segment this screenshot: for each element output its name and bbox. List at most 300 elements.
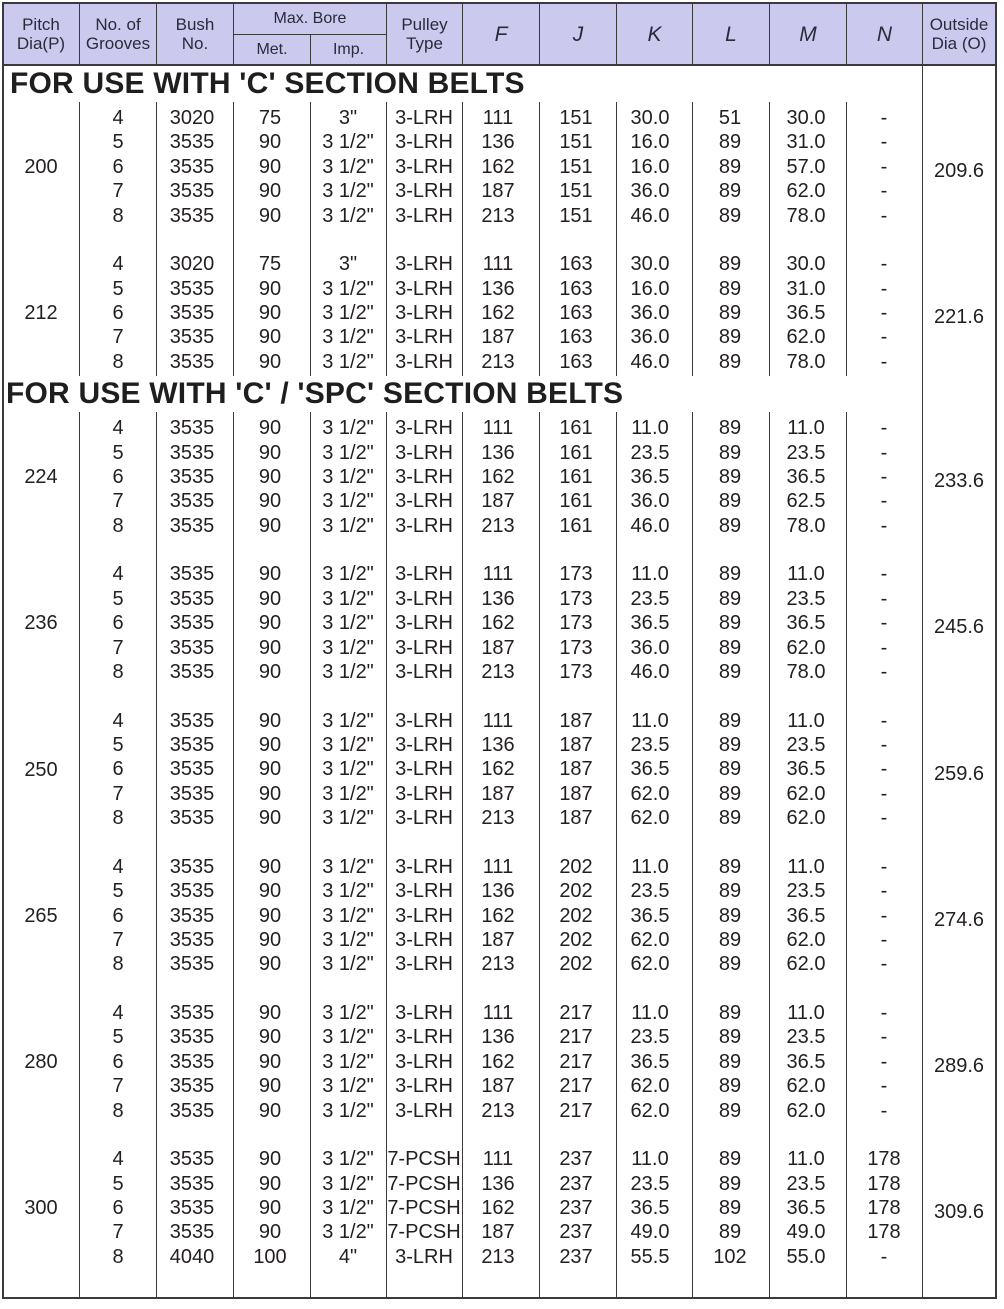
column-divider — [539, 102, 540, 376]
table-cell: 162 — [481, 466, 515, 488]
table-cell: 51 — [718, 107, 742, 129]
table-cell: 89 — [718, 612, 742, 635]
table-cell: - — [880, 326, 888, 349]
table-cell: 5 — [112, 880, 124, 903]
table-cell: 3-LRH — [395, 302, 453, 324]
table-cell: 78.0 — [786, 514, 826, 537]
table-cell: 23.5 — [630, 734, 670, 756]
table-cell: 4 — [112, 709, 124, 732]
table-cell: 237 — [559, 1197, 593, 1219]
pitch-dia-value: 250 — [24, 758, 58, 781]
table-cell: 49.0 — [630, 1221, 670, 1244]
table-cell: 3-LRH — [395, 514, 453, 537]
table-cell: 90 — [258, 204, 282, 227]
table-cell: 23.5 — [630, 880, 670, 903]
table-cell: 3020 — [169, 107, 215, 129]
table-cell: 78.0 — [786, 661, 826, 683]
table-cell: 3 1/2" — [322, 204, 374, 227]
table-cell: 163 — [559, 277, 593, 300]
table-cell: - — [880, 417, 888, 440]
table-cell: 202 — [559, 855, 593, 878]
table-cell: 213 — [481, 514, 515, 537]
table-cell: 3535 — [169, 1197, 215, 1219]
table-cell: 3535 — [169, 1172, 215, 1195]
table-cell: 89 — [718, 1172, 742, 1195]
table-cell: 163 — [559, 350, 593, 373]
table-cell: - — [880, 350, 888, 373]
table-cell: 187 — [559, 758, 593, 781]
table-cell: 62.0 — [786, 782, 826, 805]
table-cell: 4 — [112, 107, 124, 129]
table-cell: 3535 — [169, 855, 215, 878]
table-cell: - — [880, 709, 888, 732]
table-cell: 173 — [559, 636, 593, 659]
table-cell: 151 — [559, 180, 593, 203]
table-cell: 23.5 — [630, 1026, 670, 1049]
table-cell: 7 — [112, 326, 124, 349]
table-cell: 90 — [258, 587, 282, 610]
table-cell: 7 — [112, 929, 124, 951]
table-cell: 3535 — [169, 880, 215, 903]
column-divider — [310, 412, 311, 1297]
table-cell: - — [880, 1002, 888, 1024]
outside-dia-value: 221.6 — [933, 306, 985, 329]
table-cell: 3535 — [169, 587, 215, 610]
table-cell: 90 — [258, 1148, 282, 1171]
section-title: FOR USE WITH 'C' / 'SPC' SECTION BELTS — [6, 377, 624, 411]
table-cell: 162 — [481, 904, 515, 927]
table-cell: 36.5 — [786, 1197, 826, 1219]
table-cell: 11.0 — [787, 1148, 825, 1171]
column-divider — [386, 102, 387, 376]
table-cell: 237 — [559, 1245, 593, 1268]
table-cell: 3" — [338, 107, 358, 129]
table-cell: 36.5 — [630, 612, 670, 635]
table-cell: 90 — [258, 1026, 282, 1049]
table-cell: 163 — [559, 253, 593, 276]
table-cell: 90 — [258, 180, 282, 203]
table-cell: 4" — [338, 1245, 358, 1268]
table-cell: 89 — [718, 350, 742, 373]
table-cell: 90 — [258, 302, 282, 324]
pitch-dia-value: 265 — [24, 904, 58, 927]
table-cell: 36.0 — [630, 636, 670, 659]
table-cell: 7 — [112, 1221, 124, 1244]
table-cell: 89 — [718, 180, 742, 203]
table-cell: 3 1/2" — [322, 1075, 374, 1098]
table-cell: 6 — [112, 904, 124, 927]
table-cell: 151 — [559, 107, 593, 129]
table-cell: 3-LRH — [395, 466, 453, 488]
table-cell: 178 — [867, 1148, 901, 1171]
table-cell: 3535 — [169, 302, 215, 324]
pitch-dia-value: 224 — [24, 466, 58, 489]
column-divider — [233, 412, 234, 1297]
table-cell: 8 — [112, 1099, 124, 1122]
table-cell: 3-LRH — [395, 563, 453, 586]
table-cell: 90 — [258, 1050, 282, 1073]
table-cell: 163 — [559, 326, 593, 349]
table-cell: 3-LRH — [395, 636, 453, 659]
section-title: FOR USE WITH 'C' SECTION BELTS — [10, 67, 525, 100]
table-cell: 89 — [718, 563, 742, 586]
table-cell: 89 — [718, 1197, 742, 1219]
table-cell: 3535 — [169, 277, 215, 300]
table-cell: 3-LRH — [395, 1050, 453, 1073]
table-cell: 7 — [112, 490, 124, 513]
table-cell: 136 — [481, 734, 515, 756]
table-cell: 55.0 — [786, 1245, 826, 1268]
table-cell: 3535 — [169, 807, 215, 830]
table-cell: 3-LRH — [395, 855, 453, 878]
table-cell: 78.0 — [786, 350, 826, 373]
table-cell: 237 — [559, 1148, 593, 1171]
table-cell: 3 1/2" — [322, 1197, 374, 1219]
table-cell: 3-LRH — [395, 880, 453, 903]
table-cell: 8 — [112, 514, 124, 537]
table-cell: 90 — [258, 155, 282, 178]
table-cell: 3 1/2" — [322, 855, 374, 878]
table-cell: 16.0 — [630, 277, 670, 300]
header-grooves: No. of Grooves — [85, 15, 151, 53]
table-cell: - — [880, 155, 888, 178]
pitch-dia-value: 212 — [24, 302, 58, 325]
table-cell: 90 — [258, 326, 282, 349]
table-cell: 178 — [867, 1221, 901, 1244]
table-cell: 3535 — [169, 1221, 215, 1244]
table-cell: 7 — [112, 636, 124, 659]
table-cell: - — [880, 107, 888, 129]
table-cell: - — [880, 490, 888, 513]
table-cell: 11.0 — [631, 855, 669, 878]
outside-dia-value: 309.6 — [933, 1201, 985, 1224]
table-cell: 5 — [112, 1026, 124, 1049]
table-cell: 3" — [338, 253, 358, 276]
table-cell: - — [880, 466, 888, 488]
table-cell: 3-LRH — [395, 807, 453, 830]
table-cell: - — [880, 758, 888, 781]
table-cell: 62.0 — [786, 636, 826, 659]
table-cell: 3 1/2" — [322, 587, 374, 610]
table-cell: 90 — [258, 1172, 282, 1195]
table-cell: 89 — [718, 417, 742, 440]
table-cell: 6 — [112, 155, 124, 178]
table-cell: 36.5 — [630, 1197, 670, 1219]
table-cell: 36.0 — [630, 490, 670, 513]
column-divider — [462, 412, 463, 1297]
table-cell: 162 — [481, 612, 515, 635]
table-cell: 3 1/2" — [322, 350, 374, 373]
table-cell: 3535 — [169, 758, 215, 781]
table-cell: 3-LRH — [395, 350, 453, 373]
table-cell: 16.0 — [630, 155, 670, 178]
table-cell: 90 — [258, 131, 282, 154]
table-cell: 36.5 — [630, 904, 670, 927]
table-cell: 237 — [559, 1221, 593, 1244]
table-cell: 90 — [258, 807, 282, 830]
table-cell: 11.0 — [631, 563, 669, 586]
table-cell: 90 — [258, 929, 282, 951]
table-cell: 8 — [112, 1245, 124, 1268]
table-cell: 3020 — [169, 253, 215, 276]
table-cell: 161 — [559, 417, 593, 440]
table-cell: 90 — [258, 709, 282, 732]
table-cell: 3535 — [169, 1075, 215, 1098]
table-cell: 31.0 — [786, 277, 826, 300]
table-cell: 62.0 — [786, 180, 826, 203]
table-cell: 89 — [718, 758, 742, 781]
table-cell: 178 — [867, 1172, 901, 1195]
table-cell: 111 — [482, 563, 514, 586]
table-cell: - — [880, 1075, 888, 1098]
table-cell: 89 — [718, 441, 742, 464]
table-cell: 111 — [482, 253, 514, 276]
table-cell: 89 — [718, 709, 742, 732]
column-divider — [462, 102, 463, 376]
table-cell: 3-LRH — [395, 1075, 453, 1098]
table-cell: 90 — [258, 350, 282, 373]
table-cell: 162 — [481, 758, 515, 781]
table-cell: 136 — [481, 880, 515, 903]
table-cell: 90 — [258, 758, 282, 781]
table-cell: - — [880, 277, 888, 300]
table-cell: 162 — [481, 302, 515, 324]
table-cell: 5 — [112, 441, 124, 464]
table-cell: 217 — [559, 1026, 593, 1049]
table-cell: 89 — [718, 490, 742, 513]
header-k: K — [647, 22, 662, 46]
table-cell: 36.0 — [630, 180, 670, 203]
table-cell: 89 — [718, 636, 742, 659]
table-cell: 90 — [258, 612, 282, 635]
table-cell: - — [880, 904, 888, 927]
table-cell: 89 — [718, 1099, 742, 1122]
table-cell: 62.0 — [786, 326, 826, 349]
table-cell: 36.5 — [786, 1050, 826, 1073]
table-cell: 89 — [718, 277, 742, 300]
table-cell: 3-LRH — [395, 709, 453, 732]
table-cell: 36.5 — [786, 302, 826, 324]
table-cell: 36.0 — [630, 326, 670, 349]
table-cell: 3 1/2" — [322, 326, 374, 349]
table-cell: 89 — [718, 1026, 742, 1049]
table-cell: 90 — [258, 953, 282, 976]
table-cell: 3535 — [169, 782, 215, 805]
table-cell: 6 — [112, 302, 124, 324]
table-cell: 78.0 — [786, 204, 826, 227]
table-cell: 3-LRH — [395, 1002, 453, 1024]
table-cell: 3-LRH — [395, 1245, 453, 1268]
table-cell: 90 — [258, 490, 282, 513]
header-outside-dia: Outside Dia (O) — [929, 15, 989, 53]
table-cell: 3 1/2" — [322, 612, 374, 635]
table-cell: 90 — [258, 441, 282, 464]
table-cell: 62.0 — [630, 1099, 670, 1122]
table-cell: 162 — [481, 1050, 515, 1073]
pulley-spec-table — [2, 2, 997, 1299]
table-cell: 213 — [481, 953, 515, 976]
table-cell: 136 — [481, 587, 515, 610]
table-cell: 8 — [112, 661, 124, 683]
table-cell: 136 — [481, 131, 515, 154]
table-cell: 3-LRH — [395, 953, 453, 976]
table-cell: 5 — [112, 131, 124, 154]
table-cell: 36.5 — [630, 758, 670, 781]
table-cell: - — [880, 302, 888, 324]
table-header — [4, 4, 995, 66]
outside-dia-value: 233.6 — [933, 470, 985, 493]
table-cell: 11.0 — [631, 1002, 669, 1024]
table-cell: 4 — [112, 1148, 124, 1171]
table-cell: 111 — [482, 107, 514, 129]
table-cell: 89 — [718, 514, 742, 537]
table-cell: 3535 — [169, 1050, 215, 1073]
table-cell: 3 1/2" — [322, 490, 374, 513]
table-cell: 3535 — [169, 929, 215, 951]
table-cell: 3-LRH — [395, 180, 453, 203]
table-cell: 90 — [258, 1197, 282, 1219]
table-cell: 6 — [112, 758, 124, 781]
table-cell: 62.0 — [786, 1075, 826, 1098]
table-cell: 3 1/2" — [322, 302, 374, 324]
table-cell: 161 — [559, 490, 593, 513]
header-met: Met. — [256, 40, 288, 58]
table-cell: 89 — [718, 1148, 742, 1171]
table-cell: 3-LRH — [395, 929, 453, 951]
table-cell: 151 — [559, 131, 593, 154]
table-cell: 213 — [481, 661, 515, 683]
table-cell: 23.5 — [786, 441, 826, 464]
column-divider — [769, 102, 770, 376]
table-cell: 23.5 — [630, 1172, 670, 1195]
table-cell: 6 — [112, 1050, 124, 1073]
table-cell: 5 — [112, 277, 124, 300]
table-cell: 202 — [559, 880, 593, 903]
table-cell: 3 1/2" — [322, 807, 374, 830]
table-cell: 90 — [258, 514, 282, 537]
table-cell: 187 — [481, 636, 515, 659]
table-cell: 3 1/2" — [322, 1002, 374, 1024]
table-cell: 173 — [559, 612, 593, 635]
header-imp: Imp. — [332, 40, 365, 58]
table-cell: 6 — [112, 612, 124, 635]
table-cell: 5 — [112, 1172, 124, 1195]
table-cell: 111 — [482, 855, 514, 878]
table-cell: 3535 — [169, 709, 215, 732]
table-cell: 89 — [718, 929, 742, 951]
table-cell: 90 — [258, 277, 282, 300]
table-cell: 62.0 — [786, 807, 826, 830]
table-cell: 11.0 — [631, 1148, 669, 1171]
outside-dia-value: 209.6 — [933, 160, 985, 182]
table-cell: 100 — [253, 1245, 287, 1268]
table-cell: 3 1/2" — [322, 441, 374, 464]
table-cell: 23.5 — [786, 1026, 826, 1049]
table-cell: 3535 — [169, 563, 215, 586]
column-divider — [616, 102, 617, 376]
table-cell: 6 — [112, 466, 124, 488]
table-cell: 89 — [718, 953, 742, 976]
table-cell: 3-LRH — [395, 277, 453, 300]
table-cell: 3 1/2" — [322, 636, 374, 659]
table-cell: 3-LRH — [395, 1026, 453, 1049]
table-cell: 3535 — [169, 514, 215, 537]
table-cell: 89 — [718, 855, 742, 878]
table-cell: 30.0 — [786, 253, 826, 276]
table-cell: - — [880, 855, 888, 878]
column-divider — [539, 412, 540, 1297]
table-cell: - — [880, 441, 888, 464]
table-cell: - — [880, 587, 888, 610]
table-cell: 3 1/2" — [322, 734, 374, 756]
table-cell: 7-PCSH — [387, 1172, 461, 1195]
table-cell: 3 1/2" — [322, 563, 374, 586]
table-cell: 46.0 — [630, 204, 670, 227]
table-cell: 89 — [718, 466, 742, 488]
table-cell: - — [880, 563, 888, 586]
table-cell: 3-LRH — [395, 758, 453, 781]
column-divider — [79, 102, 80, 376]
table-cell: 3 1/2" — [322, 782, 374, 805]
table-cell: 3 1/2" — [322, 155, 374, 178]
table-cell: 6 — [112, 1197, 124, 1219]
table-cell: - — [880, 514, 888, 537]
column-divider — [922, 66, 923, 1297]
table-cell: 3 1/2" — [322, 1172, 374, 1195]
table-cell: 31.0 — [786, 131, 826, 154]
table-cell: 163 — [559, 302, 593, 324]
table-cell: 3535 — [169, 326, 215, 349]
column-divider — [233, 102, 234, 376]
table-cell: 3 1/2" — [322, 661, 374, 683]
table-cell: 11.0 — [787, 709, 825, 732]
table-cell: 11.0 — [787, 563, 825, 586]
table-cell: 3 1/2" — [322, 1050, 374, 1073]
table-cell: 89 — [718, 253, 742, 276]
table-cell: 75 — [258, 253, 282, 276]
table-cell: 161 — [559, 441, 593, 464]
table-cell: 3-LRH — [395, 107, 453, 129]
table-cell: 3-LRH — [395, 490, 453, 513]
table-cell: 111 — [482, 1002, 514, 1024]
table-cell: 7 — [112, 782, 124, 805]
table-cell: 3-LRH — [395, 1099, 453, 1122]
table-cell: 3 1/2" — [322, 277, 374, 300]
table-cell: 3 1/2" — [322, 1026, 374, 1049]
table-cell: 62.0 — [630, 807, 670, 830]
table-cell: 89 — [718, 204, 742, 227]
table-cell: 187 — [481, 929, 515, 951]
table-cell: 3535 — [169, 441, 215, 464]
table-cell: 187 — [559, 709, 593, 732]
table-cell: 49.0 — [786, 1221, 826, 1244]
table-cell: 178 — [867, 1197, 901, 1219]
table-cell: 111 — [482, 709, 514, 732]
table-cell: 90 — [258, 661, 282, 683]
outside-dia-value: 245.6 — [933, 616, 985, 639]
table-cell: 4 — [112, 563, 124, 586]
outside-dia-value: 289.6 — [933, 1055, 985, 1077]
table-cell: 90 — [258, 466, 282, 488]
table-cell: - — [880, 253, 888, 276]
table-cell: 202 — [559, 904, 593, 927]
table-cell: 89 — [718, 1050, 742, 1073]
table-cell: 213 — [481, 1245, 515, 1268]
table-cell: 36.5 — [786, 904, 826, 927]
table-cell: 4 — [112, 253, 124, 276]
pitch-dia-value: 200 — [24, 156, 58, 178]
table-cell: 111 — [482, 417, 514, 440]
